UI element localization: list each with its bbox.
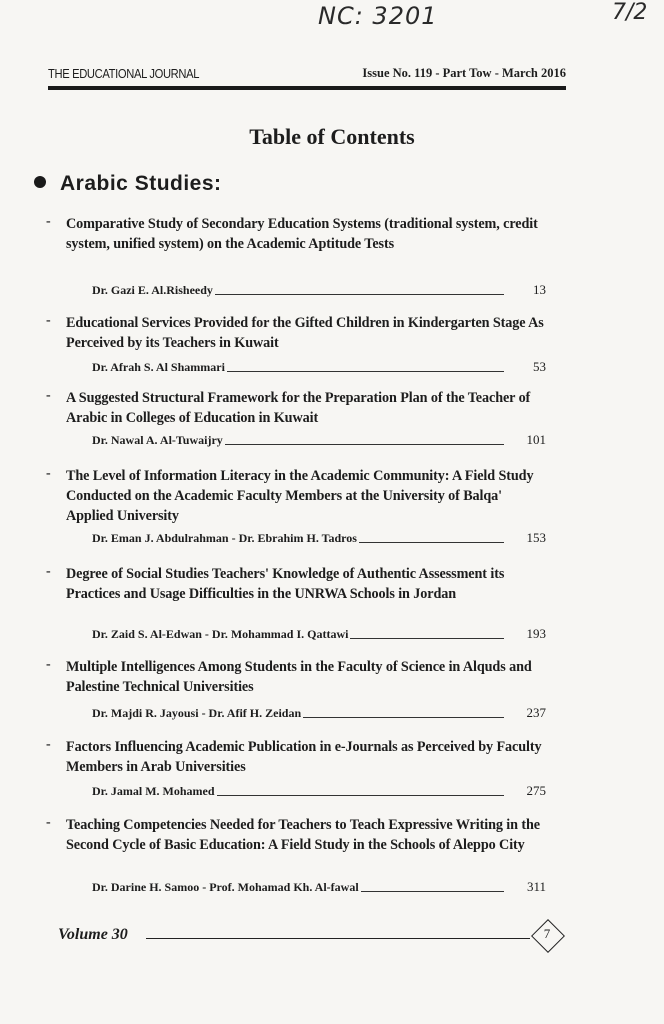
section-heading-label: Arabic Studies: bbox=[60, 172, 222, 195]
bullet-icon bbox=[34, 176, 46, 188]
entry-dash: - bbox=[46, 388, 51, 403]
entry-authors: Dr. Jamal M. Mohamed bbox=[92, 784, 215, 798]
entry-authors-row bbox=[92, 357, 546, 375]
entry-dash: - bbox=[46, 313, 51, 328]
running-header bbox=[48, 60, 566, 90]
section-heading bbox=[34, 172, 222, 196]
volume-label: Volume 30 bbox=[58, 926, 128, 943]
entry-page-number: 311 bbox=[526, 879, 546, 894]
dot-leader bbox=[225, 443, 504, 445]
page-footer bbox=[58, 918, 570, 956]
entry-page-number: 53 bbox=[533, 359, 546, 374]
entry-dash: - bbox=[46, 815, 51, 830]
entry-dash: - bbox=[46, 214, 51, 229]
footer-rule bbox=[146, 938, 530, 939]
issue-info: Issue No. 119 - Part Tow - March 2016 bbox=[362, 66, 566, 80]
header-rule bbox=[48, 86, 566, 90]
entry-title: Factors Influencing Academic Publication in e-Journals as Perceived by Faculty Members in Arab Universities bbox=[66, 739, 542, 775]
entry-dash: - bbox=[46, 564, 51, 579]
entry-title: Multiple Intelligences Among Students in the Faculty of Science in Alquds and Palestine Technical Universities bbox=[66, 659, 532, 695]
entry-authors: Dr. Gazi E. Al.Risheedy bbox=[92, 283, 213, 297]
entry-page-number: 275 bbox=[526, 783, 546, 798]
entry-page-number: 13 bbox=[533, 282, 546, 297]
entry-dash: - bbox=[46, 466, 51, 481]
entry-authors-row bbox=[92, 430, 546, 448]
entry-page-number: 237 bbox=[526, 705, 546, 720]
handwritten-corner-note: 7/2 bbox=[612, 0, 648, 25]
entry-page-number: 193 bbox=[526, 626, 546, 641]
entry-title: The Level of Information Literacy in the Academic Community: A Field Study Conducted on the Academic Faculty Members at the University of Balqa' Applied University bbox=[66, 468, 534, 524]
page-number: 7 bbox=[543, 926, 551, 941]
entry-authors: Dr. Majdi R. Jayousi - Dr. Afif H. Zeidan bbox=[92, 706, 302, 720]
entry-authors: Dr. Zaid S. Al-Edwan - Dr. Mohammad I. Qattawi bbox=[92, 627, 349, 641]
entry-dash: - bbox=[46, 657, 51, 672]
entry-authors-row bbox=[92, 781, 546, 799]
entry-authors-row bbox=[92, 624, 546, 642]
dot-leader bbox=[227, 370, 504, 372]
entry-title: Teaching Competencies Needed for Teachers to Teach Expressive Writing in the Second Cycle of Basic Education: A Field Study in the Schools of Aleppo City bbox=[66, 817, 540, 853]
dot-leader bbox=[361, 890, 504, 892]
dot-leader bbox=[359, 541, 504, 543]
entry-authors-row bbox=[92, 280, 546, 298]
entry-page-number: 153 bbox=[526, 530, 546, 545]
entry-authors-row bbox=[92, 877, 546, 895]
entry-page-number: 101 bbox=[526, 432, 546, 447]
handwritten-reference-number: NC: 3201 bbox=[318, 2, 438, 30]
entry-authors-row bbox=[92, 528, 546, 546]
entry-title: A Suggested Structural Framework for the Preparation Plan of the Teacher of Arabic in Colleges of Education in Kuwait bbox=[66, 390, 531, 426]
entry-authors: Dr. Nawal A. Al-Tuwaijry bbox=[92, 433, 223, 447]
page-title: Table of Contents bbox=[249, 124, 415, 149]
entry-dash: - bbox=[46, 737, 51, 752]
entry-title: Comparative Study of Secondary Education Systems (traditional system, credit system, unified system) on the Academic Aptitude Tests bbox=[66, 216, 538, 252]
page-number-badge bbox=[532, 920, 562, 950]
journal-name: THE EDUCATIONAL JOURNAL bbox=[48, 66, 200, 81]
entry-title: Degree of Social Studies Teachers' Knowledge of Authentic Assessment its Practices and Usage Difficulties in the UNRWA Schools in Jordan bbox=[66, 566, 505, 602]
dot-leader bbox=[350, 637, 504, 639]
entry-authors-row bbox=[92, 703, 546, 721]
entry-authors: Dr. Eman J. Abdulrahman - Dr. Ebrahim H. Tadros bbox=[92, 531, 357, 545]
entry-authors: Dr. Afrah S. Al Shammari bbox=[92, 360, 225, 374]
dot-leader bbox=[215, 293, 504, 295]
entry-authors: Dr. Darine H. Samoo - Prof. Mohamad Kh. Al-fawal bbox=[92, 880, 359, 894]
entry-title: Educational Services Provided for the Gifted Children in Kindergarten Stage As Perceived by its Teachers in Kuwait bbox=[66, 315, 544, 351]
dot-leader bbox=[217, 794, 504, 796]
dot-leader bbox=[303, 716, 504, 718]
